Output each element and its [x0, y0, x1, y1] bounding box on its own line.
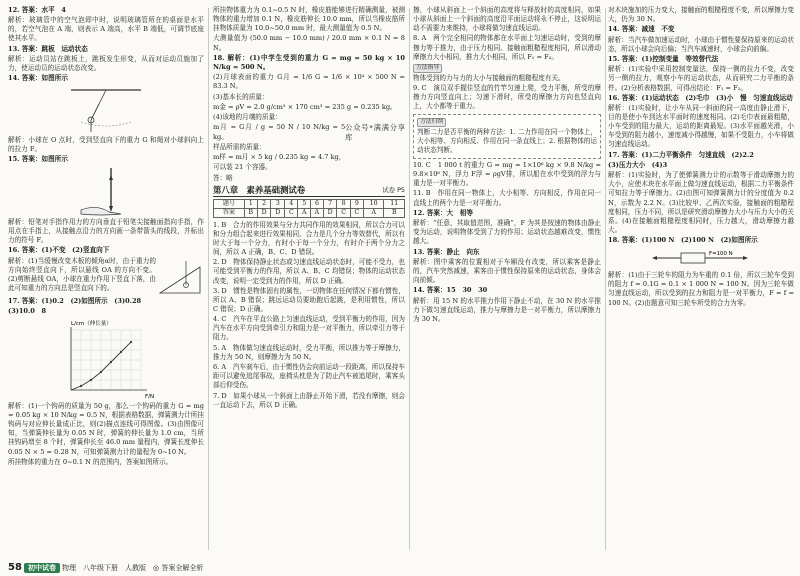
section-title — [213, 185, 405, 197]
force-label: F=100 N — [709, 251, 733, 258]
q18-line6-row — [213, 123, 405, 142]
answer-table-header-row — [214, 199, 405, 208]
q14-fill-explanation: 解析：用 15 N 的水平推力作用下静止不动，在 30 N 的水平推力下做匀速直线运动，推力与摩擦力是一对平衡力，所以摩擦力为 30 N。 — [413, 296, 601, 323]
answer-table-header-cell: 10 — [363, 199, 383, 208]
c2-p1: 所挂物体重力为 0.1~0.5 N 时，橡皮筋能够进行精确测量，被测物体的重力增加 0.1 N，橡皮筋伸长 10.0 mm，所以当橡皮筋所挂物体质量为 10.0~50.0 mm 时，最大测量值为 0.5 N。 — [213, 6, 405, 33]
q13-fill-explanation: 解析：图中乘客的位置相对于车厢没有改变，所以乘客是静止的，汽车突然减速，乘客由于惯性保持原来的运动状态，身体会向前倾。 — [413, 257, 601, 285]
q15-exp-explanation: 解析：(1)实验中采用控制变量法，保持一侧的拉力不变，改变另一侧的拉力，观察小车的运动状态，从而研究二力平衡的条件。(2)分析表格数据，可得出结论：F₁ = F₂。 — [608, 65, 794, 92]
q16-exp-explanation: 解析：(1)实验时，让小车从同一斜面的同一高度由静止滑下，目的是使小车到达水平面时的速度相同。(2)毛巾表面最粗糙，小车受到的阻力最大，运动的距离最短。(3)水平面越光滑，小车受到的阻力越小，速度减小得越慢，如果不受阻力，小车将做匀速直线运动。 — [608, 104, 794, 149]
q18-calc-answer: 18. 答案：(1)100 N (2)100 N (2)如图所示 — [608, 236, 758, 245]
finger-pencil-figure — [71, 166, 141, 216]
answer-table-header-cell: 3 — [271, 199, 285, 208]
mc-q2: 2. D 物体保持静止状态或匀速直线运动状态时，可能不受力，也可能受到平衡力的作用，所以 A、B、C 均错误；物体的运动状态改变，说明一定受到力的作用，所以 D 正确。 — [213, 258, 405, 285]
answer-table-header-cell: 题号 — [214, 199, 245, 208]
q17-tail: 所挂物体的重力在 0~0.1 N 的范围内，答案如图所示。 — [8, 457, 173, 466]
mc-q4: 4. C 汽车在平直公路上匀速直线运动，受到平衡力的作用，因为汽车在水平方向受到牵引力和阻力是一对平衡力，所以牵引力等于阻力。 — [213, 315, 405, 342]
answer-table-header-cell: 1 — [244, 199, 257, 208]
mc-q1: 1. B 合力的作用效果与分力共同作用的效果相同，所以合力可以和分力组合起来进行效果相同，合力是几个分力等效替代，所以有时大于每一个分力，有时小于每一个分力，有时介于两个分力之间，所以 A 正确，B、C、D 错误。 — [213, 220, 405, 257]
answer-table-answer-cell: D — [323, 208, 337, 217]
answer-table-answer-cell: B — [244, 208, 257, 217]
q18-line4: m金 = ρV = 2.0 g/cm³ × 170 cm³ = 235 g = 0.235 kg。 — [213, 102, 397, 111]
answer-page — [8, 6, 794, 562]
graph-title: L/cm（伸长量） — [71, 321, 112, 328]
q18-answer: 18. 解析：(1)中学生受到的重力 G = mg = 50 kg × 10 N/kg = 500 N。 — [213, 53, 405, 71]
answer-table-header-cell: 7 — [323, 199, 337, 208]
c4-p1: 对木块施加的压力变大，接触面的粗糙程度不变，所以摩擦力变大，仍为 30 N。 — [608, 6, 794, 24]
answer-table-header-cell: 9 — [350, 199, 363, 208]
column-divider — [208, 8, 209, 550]
q16-answer: 16. 答案：(1)不变 (2)竖直向下 — [8, 246, 110, 255]
answer-table-answer-cell: B — [384, 208, 405, 217]
q13-answer: 13. 答案：跳板 运动状态 — [8, 44, 88, 53]
q16-explanation: 解析：(1)当缓慢改变木板的倾角α时，由于重力的方向始终竖直向下，所以悬线 OA 的方向不变。(2)剪断悬线 OA，小球在重力作用下竖直下落，由此可知重力的方向总是竖直向下的。 — [8, 256, 156, 292]
q18-line2: (2)月球表面的重力 G月 = 1/6 G = 1/6 × 10⁴ × 500 N = 83.3 N。 — [213, 73, 405, 91]
q12-answer: 12. 答案：水平 4 — [8, 6, 66, 14]
answer-table-header-cell: 5 — [298, 199, 311, 208]
column-divider — [409, 8, 410, 550]
mc-q5: 5. A 物体做匀速直线运动时，受力平衡，所以推力等于摩擦力，推力为 50 N，则摩擦力为 50 N。 — [213, 343, 405, 361]
section-title-text: 第八章 素养基础测试卷 — [213, 184, 306, 195]
q13-explanation: 解析：运动员站在跳板上，跳板发生形变，从而对运动员施加了力，使运动员的运动状态改变。 — [8, 55, 204, 73]
spring-graph — [51, 318, 161, 400]
method-summary-text: 判断二力是否平衡的两种方法：1. 二力作用在同一个物体上，大小相等、方向相反、作用在同一条直线上；2. 根据物体的运动状态判断。 — [417, 127, 597, 154]
answer-table-answer-cell: C — [350, 208, 363, 217]
answer-table — [213, 199, 405, 218]
q12-fill-explanation: 解析：“任意，其取值范围，准确”，F 为其是按速的物体由静止变为运动，说明物体受到了力的作用；运动状态越难改变，惯性越大。 — [413, 219, 601, 246]
watermark-text: 公众号*满满分享库 — [345, 123, 405, 142]
method-summary-box — [413, 114, 601, 159]
q14b-explanation: 解析：当汽车做加速运动时，小球由于惯性要保持原来的运动状态，所以小球会向后偏；当汽车减速时，小球会向前偏。 — [608, 35, 794, 53]
q17-explanation: 解析：(1)一个钩码的质量为 50 g，那么一个钩码的重力 G = mg = 0.05 kg × 10 N/kg = 0.5 N，根据表格数据，弹簧测力计所挂钩码与对应伸长量成正比，则(2)描点连线可得图像。(3)由图像可知，当弹簧伸长量为 0.05 N 时，弹簧的伸长量为 1.0 cm，当所挂钩码增至 8 个时，弹簧伸长至 46.0 mm 量程内，弹簧长度伸长 0.05 N × 5 = 0.28 N，可知弹簧测力计的量程为 0~10 N。 — [8, 402, 204, 456]
answer-table-header-cell: 11 — [384, 199, 405, 208]
q17-answer-2: (3)10.0 8 — [8, 307, 47, 315]
q18-line5: (4)该地的月壤的质量： — [213, 113, 282, 122]
section-page-ref: 试卷 P5 — [382, 185, 405, 194]
brand-badge: 初中试卷 — [24, 563, 60, 573]
footer-text: 物理 八年级下册 人教版 ◎ 答案全解全析 — [62, 564, 204, 572]
c3-p1: 擦，小球从斜面上一个斜面的高度将与释放时的高度相同，如果小球从斜面上一个斜面的高度沿平面运动将永不停止，这说明运动不需要力来维持，小球将做匀速直线运动。 — [413, 6, 601, 33]
answer-table-answer-cell: C — [285, 208, 298, 217]
q15-exp-answer: 15. 答案：(1)控制变量 等效替代法 — [608, 55, 719, 64]
answer-table-answer-cell: A — [363, 208, 383, 217]
answer-table-answer-cell: A — [311, 208, 324, 217]
q14-fill-answer: 14. 答案：15 30 30 — [413, 286, 488, 295]
column-divider — [605, 8, 606, 550]
q18-line3: (3)基本长的质量： — [213, 92, 269, 101]
column-1 — [8, 6, 204, 554]
q16-exp-answer: 16. 答案：(1)运动状态 (2)毛巾 (3)小 慢 匀速直线运动 — [608, 93, 793, 102]
c2-p1b: 大测量值为 (50.0 mm − 10.0 mm) / 20.0 mm × 0.1 N = 8 N。 — [213, 34, 405, 52]
q18-line6: m月 = G月 / g = 50 N / 10 N/kg = 5 kg。 — [213, 123, 346, 141]
answer-table-header-cell: 8 — [337, 199, 350, 208]
answer-table-header-cell: 4 — [285, 199, 298, 208]
q18-line10: 答：略 — [213, 173, 233, 182]
answer-table-answer-row — [214, 208, 405, 217]
mc-q11: 11. B 作用在同一物体上，大小相等、方向相反，作用在同一直线上的两个力是一对平衡力。 — [413, 189, 601, 207]
q18-line8: m样 = m月 × 5 kg / 0.235 kg = 4.7 kg， — [213, 153, 346, 162]
q18-calc-explanation: 解析：(1)由于三轮车的阻力为车重的 0.1 倍，所以三轮车受到的阻力 f = 0.1G = 0.1 × 1 000 N = 100 N。因为三轮车做匀速直线运动，所以受到的拉力和阻力是一对平衡力，F = f = 100 N。(2)由题意可知三轮车所受的合力为零。 — [608, 271, 794, 307]
page-footer — [0, 560, 800, 576]
mc-q6: 6. A 汽车刹车后，由于惯性仍会向前运动一段距离，所以保持车距可以避免追尾事故，座椅头枕是为了防止汽车被追尾时，乘客头部后仰受伤。 — [213, 363, 405, 390]
answer-table-answer-cell: D — [271, 208, 285, 217]
answer-table-answer-cell: D — [257, 208, 271, 217]
q18-line9: 可以装 21 个容器。 — [213, 163, 272, 172]
pendulum-figure — [61, 86, 151, 134]
mc-q7: 7. D 如果小球从一个斜面上由静止开始下滑，若没有摩擦，则会一直运动下去，所以 D 正确。 — [213, 391, 405, 409]
column-2 — [213, 6, 405, 554]
q15-answer: 15. 答案：如图所示 — [8, 154, 68, 163]
page-number: 58 — [8, 562, 22, 573]
answer-table-answer-cell: A — [298, 208, 311, 217]
q17-exp-explanation: 解析：(1)实验时，为了使弹簧测力计的示数等于滑动摩擦力的大小，应使木块在水平面上做匀速直线运动，根据二力平衡条件可知拉力等于摩擦力。(2)由图可知弹簧测力计的分度值为 0.2 N，示数为 2.2 N。(3)比较甲、乙两次实验，接触面的粗糙程度相同，压力不同，所以是研究滑动摩擦力大小与压力大小的关系。(4)在接触面粗糙程度相同时，压力越大，滑动摩擦力越大。 — [608, 171, 794, 234]
method-tip-text: 物体受到的力与力的大小与接触面的粗糙程度有关。 — [413, 73, 565, 82]
mc-q9: 9. C 演员双手握住竖直的竹竿匀速上爬，受力平衡，所受的摩擦力方向竖直向上；匀速下滑时，所受的摩擦力方向也竖直向上，大小都等于重力。 — [413, 84, 601, 111]
method-tip-tag: 方法指导 — [413, 64, 442, 73]
q17-exp-answer-2: (3)压力大小 (4)3 — [608, 161, 668, 169]
graph-xlabel: F/N — [145, 394, 155, 401]
answer-table-header-cell: 6 — [311, 199, 324, 208]
q15-explanation: 解析：铅笔对手指作用力的方向垂直于铅笔尖接触面指向手指，作用点在手指上，从接触点沿力的方向画一条带箭头的线段，并标出力的符号 F。 — [8, 217, 204, 245]
column-3 — [413, 6, 601, 554]
answer-table-header-cell: 2 — [257, 199, 271, 208]
answer-table-answer-cell: C — [337, 208, 350, 217]
q16-block — [8, 257, 204, 297]
mc-q8: 8. A 两个完全相同的物体都在水平面上匀速运动时，受到的摩擦力等于推力，由于压力相同、接触面粗糙程度相同，所以滑动摩擦力大小相同，推力大小相同，所以 F₁ = F₂。 — [413, 34, 601, 61]
answer-table-answer-cell: 答案 — [214, 208, 245, 217]
method-summary-tag: 方法归纳 — [417, 118, 446, 127]
tricycle-force-figure — [651, 247, 751, 269]
incline-figure — [156, 257, 204, 297]
q18-line7: 样品所需的质量： — [213, 142, 266, 151]
q14b-answer: 14. 答案：减速 不变 — [608, 25, 675, 34]
q13-fill-answer: 13. 答案：静止 向东 — [413, 247, 480, 256]
mc-q10: 10. C 1 000 t 的重力 G = mg = 1×10⁶ kg × 9.8 N/kg = 9.8×10⁶ N，浮力 F浮 = ρgV排，所以船在水中受到的浮力与重力是一对平衡力。 — [413, 160, 601, 188]
q17-answer: 17. 答案：(1)0.2 (2)如图所示 (3)0.28 — [8, 296, 142, 305]
q12-fill-answer: 12. 答案：大 相等 — [413, 208, 473, 217]
q17-exp-answer: 17. 答案：(1)二力平衡条件 匀速直线 (2)2.2 — [608, 150, 754, 159]
column-4 — [608, 6, 794, 554]
q12-explanation: 解析：玻璃管中的空气泡即中时，说明玻璃管所在的桌面是水平的，若空气泡在 A 端，则表示 A 端高，水平 B 端低，可调节底座使其水平。 — [8, 16, 204, 43]
q14-explanation: 解析：小球在 O 点时，受到竖直向下的重力 G 和绳对小球斜向上的拉力 F。 — [8, 135, 204, 153]
q14-answer: 14. 答案：如图所示 — [8, 74, 68, 83]
mc-q3: 3. D 惯性是物体固有的属性，一切物体在任何情况下都有惯性，所以 A、B 错误；跳远运动员要助跑后起跳，是利用惯性，所以 C 错误；D 正确。 — [213, 286, 405, 313]
